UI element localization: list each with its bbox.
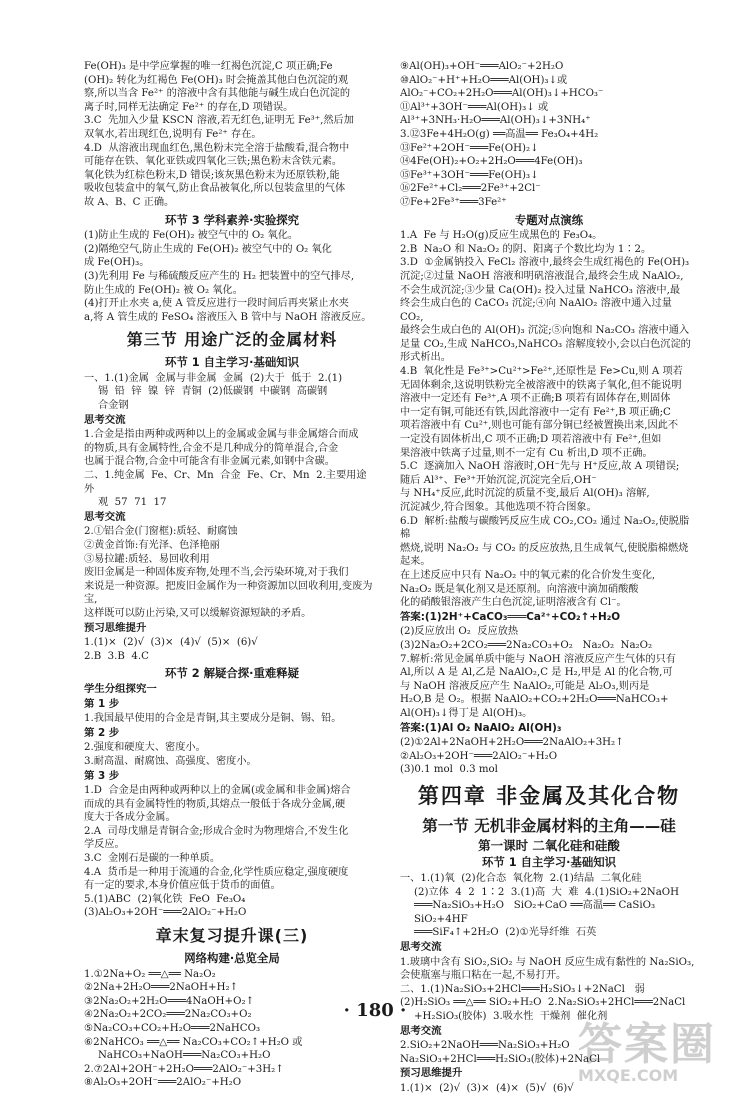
text-line: 沉淀减少,符合图象。其他选项不符合图象。 [400,502,597,513]
text-line: ②2Na+2H₂O═══2NaOH+H₂↑ [84,982,239,994]
text-line: AlO₂⁻+CO₂+2H₂O═══Al(OH)₃↓+HCO₃⁻ [400,88,604,100]
text-line: 2.SiO₂+2NaOH═══Na₂SiO₃+H₂O [400,1040,570,1052]
text-line: 4.D 从溶液出现血红色,黑色粉末完全溶于盐酸看,混合物中 [84,142,350,154]
text-line: ⑧Al₂O₃+2OH⁻═══2AlO₂⁻+H₂O [84,1077,242,1089]
text-line: 与 NH₄⁺反应,此时沉淀的质量不变,最后 Al(OH)₃ 溶解, [400,488,650,500]
text-line: 3.D ①金属钠投入 FeCl₂ 溶液中,最终会生成红褐色的 Fe(OH)₃ [400,257,690,269]
text-line: ⑥2NaHCO₃ ══△══ Na₂CO₃+CO₂↑+H₂O 或 [84,1036,303,1048]
text-line: 果溶液中铁离子过量,则不一定有 Cu 析出,D 项不正确。 [400,447,653,459]
section-title: 章末复习提升课(三) [155,926,309,946]
text-line: 观 57 71 17 [98,497,167,509]
text-line: 溶液中一定还有 Fe³⁺,A 项不正确;B 项若有固体存在,则固体 [400,393,671,405]
text-line: 中一定有铜,可能还有铁,因此溶液中一定有 Fe²⁺,B 项正确;C [400,406,671,418]
text-line: NaHCO₃+NaOH═══Na₂CO₃+H₂O [98,1050,271,1062]
text-line: ⑨Al(OH)₃+OH⁻═══AlO₂⁻+2H₂O [400,61,564,72]
text-line: 4.A 货币是一种用于流通的合金,化学性质应稳定,强度硬度 [84,866,349,878]
text-line: 无固体剩余,这说明铁粉完全被溶液中的铁离子氧化,但不能说明 [400,379,682,391]
text-line: 5.(1)ABC (2)氧化铁 FeO Fe₃O₄ [84,893,246,905]
section-heading: 专题对点演练 [514,212,584,227]
text-line: +H₂SiO₃(胶体) 3.吸水性 干燥剂 催化剂 [414,1011,608,1022]
text-line: 与 NaOH 溶液反应产生 NaAlO₂,可能是 Al₂O₃,则丙是 [400,680,650,692]
text-line: 1.(1)× (2)√ (3)× (4)√ (5)× (6)√ [84,637,258,649]
text-line: ⑪Al³⁺+3OH⁻═══Al(OH)₃↓ 或 [400,101,549,113]
text-line: 双氧水,若出现红色,说明有 Fe²⁺ 存在。 [84,128,262,140]
text-line: Al,所以 A 是 Al,乙是 NaAlO₂,C 是 H₂,甲是 Al 的化合物,可 [400,667,673,679]
text-line: 2.B 3.B 4.C [84,650,149,662]
sub-heading: 第 2 步 [84,726,120,739]
text-line: 燃烧,说明 Na₂O₂ 与 CO₂ 的反应放热,且生成氧气,使脱脂棉燃烧起来。 [400,542,689,568]
text-line: 1.①2Na+O₂ ══△══ Na₂O₂ [84,968,216,980]
section-heading: 网络构建·总览全局 [184,951,280,966]
section-title: 第一节 无机非金属材料的主角——硅 [422,816,676,835]
section-heading: 环节 1 自主学习·基础知识 [481,855,617,870]
text-line: 不会生成沉淀;③少量 Ca(OH)₂ 投入过量 NaHCO₃ 溶液中,最 [400,284,681,296]
text-line: ⑩AlO₂⁻+H⁺+H₂O═══Al(OH)₃↓或 [400,74,568,86]
text-line: 4.B 氧化性是 Fe³⁺>Cu²⁺>Fe²⁺,还原性是 Fe>Cu,则 A 项若 [400,366,683,378]
text-line: 会使瓶塞与瓶口粘在一起,不易打开。 [400,970,567,982]
sub-heading: 答案:(1)Al O₂ NaAlO₂ Al(OH)₃ [400,721,562,734]
lesson-title: 第一课时 二氧化硅和硅酸 [478,837,620,853]
text-line: (3)先利用 Fe 与稀硫酸反应产生的 H₂ 把装置中的空气排尽, [84,270,355,282]
chapter-title: 第四章 非金属及其化合物 [417,783,681,808]
text-line: 这样既可以防止污染,又可以缓解资源短缺的矛盾。 [84,607,312,619]
text-line: ②黄金首饰:有光泽、色泽艳丽 [84,540,220,551]
watermark-logo [578,1008,728,1086]
text-line: 1.合金是指由两种或两种以上的金属或金属与非金属熔合而成 [84,429,359,441]
text-line: 来说是一种资源。把废旧金属作为一种资源加以回收利用,变废为宝, [84,580,373,606]
text-line: 度大于各成分金属。 [84,812,176,824]
text-line: (3)Al₂O₃+2OH⁻═══2AlO₂⁻+H₂O [84,907,247,919]
sub-heading: 预习思维提升 [400,1067,463,1080]
text-line: (3)0.1 mol 0.3 mol [400,764,498,776]
text-line: 项若溶液中有 Cu²⁺,则也可能有部分铜已经被置换出来,因此不 [400,420,679,432]
text-line: 学反应。 [84,839,125,851]
left-column [84,60,380,1090]
text-line: 可能存在铁、氧化亚铁或四氧化三铁;黑色粉末含铁元素。 [84,156,343,168]
text-line: Al³⁺+3NH₃·H₂O═══Al(OH)₃↓+3NH₄⁺ [400,115,591,127]
text-line: 5.C 逐滴加入 NaOH 溶液时,OH⁻先与 H⁺反应,故 A 项错误; [400,461,680,473]
text-line: 1.玻璃中含有 SiO₂,SiO₂ 与 NaOH 反应生成有黏性的 Na₂SiO₃, [400,956,695,968]
text-line: ⑭4Fe(OH)₂+O₂+2H₂O═══4Fe(OH)₃ [400,156,583,168]
sub-heading: 思考交流 [400,941,442,954]
text-line: (1)防止生成的 Fe(OH)₂ 被空气中的 O₂ 氧化。 [84,230,299,242]
text-line: ③易拉罐:质轻、易回收利用 [84,553,210,565]
watermark-main: 答案圈 [578,1019,716,1070]
section-heading: 环节 2 解疑合探·重难释疑 [164,666,300,681]
text-line: ②Al₂O₃+2OH⁻═══2AlO₂⁻+H₂O [400,750,558,762]
text-line: 2.A 司母戊鼎是青铜合金;形成合金时为物理熔合,不发生化 [84,825,349,837]
text-line: 故 A、B、C 正确。 [84,196,175,208]
text-line: 沉淀;②过量 NaOH 溶液和明矾溶液混合,最终会生成 NaAlO₂, [400,270,684,282]
text-line: 成 Fe(OH)₃。 [84,257,150,269]
text-line: ⑮Fe³⁺+3OH⁻═══Fe(OH)₃↓ [400,169,539,181]
text-line: Na₂O₂ 既是氧化剂又是还原剂。向溶液中滴加硝酸酸 [400,583,639,595]
text-line: 离子时,同样无法确定 Fe²⁺ 的存在,D 项错误。 [84,101,294,113]
text-line: Fe(OH)₃ 是中学应掌握的唯一红褐色沉淀,C 项正确;Fe [84,61,333,72]
text-line: (2)隔绝空气,防止生成的 Fe(OH)₂ 被空气中的 O₂ 氧化 [84,243,332,255]
text-line: 合金钢 [98,400,129,412]
text-line: 3.耐高温、耐腐蚀、高强度、密度小。 [84,755,257,767]
text-line: 7.解析:常见金属单质中能与 NaOH 溶液反应产生气体的只有 [400,653,676,665]
text-line: ═══Na₂SiO₃+H₂O SiO₂+CaO ══高温══ CaSiO₃ SiO₂+4HF [414,900,662,925]
text-line: 二、1.(1)Na₂SiO₃+2HCl═══H₂SiO₃↓+2NaCl 弱 [400,983,645,995]
sub-heading: 思考交流 [84,510,126,523]
sub-heading: 学生分组探究一 [84,682,157,695]
text-line: 随后 Al³⁺、Fe³⁺开始沉淀,沉淀完全后,OH⁻ [400,474,597,486]
text-line: 废旧金属是一种固体废弃物,处理不当,会污染环境,对于我们 [84,567,349,579]
text-line: 1.D 合金是由两种或两种以上的金属(或金属和非金属)熔合 [84,785,351,797]
text-line: (3)2Na₂O₂+2CO₂═══2Na₂CO₃+O₂ Na₂O₂ Na₂O₂ [400,639,653,651]
text-line: 也属于混合物,合金中可能含有非金属元素,如钢中含碳。 [84,456,335,468]
section-heading: 环节 3 学科素养·实验探究 [164,212,300,227]
text-line: 有一定的要求,本身价值应低于货币的面值。 [84,880,281,892]
text-line: 二、1.纯金属 Fe、Cr、Mn 合金 Fe、Cr、Mn 2.主要用途 外 [84,470,374,495]
text-line: 在上述反应中只有 Na₂O₂ 中的氧元素的化合价发生变化, [400,569,656,581]
text-line: ⑤Na₂CO₃+CO₂+H₂O═══2NaHCO₃ [84,1023,261,1034]
text-line: 2.①铝合金(门窗框):质轻、耐腐蚀 [84,526,238,538]
text-line: ⑰Fe+2Fe³⁺═══3Fe²⁺ [400,196,507,208]
text-line: 1.我国最早使用的合金是青铜,其主要成分是铜、锡、铅。 [84,713,342,725]
watermark-url: MXQE.COM [578,1066,679,1085]
text-line: Na₂SiO₃+2HCl═══H₂SiO₃(胶体)+2NaCl [400,1053,601,1065]
text-line: 最终会生成白色的 Al(OH)₃ 沉淀;⑤向饱和 Na₂CO₃ 溶液中通入 [400,325,690,337]
text-line: 2.B Na₂O 和 Na₂O₂ 的阴、阳离子个数比均为 1∶2。 [400,243,652,255]
text-line: 1.A Fe 与 H₂O(g)反应生成黑色的 Fe₃O₄。 [400,230,603,242]
text-line: (OH)₂ 转化为红褐色 Fe(OH)₃ 时会掩盖其他白色沉淀的观 [84,74,349,86]
text-line: 终会生成白色的 CaCO₃ 沉淀;④向 NaAlO₂ 溶液中通入过量 CO₂, [400,298,676,323]
text-line: 的物质,具有金属特性,合金不是几种成分的简单混合,合金 [84,442,339,454]
text-line: 一、1.(1)氧 (2)化合态 氧化物 2.(1)结晶 二氧化硅 [400,873,642,885]
page-number: · 180 · [343,1000,407,1021]
sub-heading: 思考交流 [84,413,126,426]
text-line: 3.C 先加入少量 KSCN 溶液,若无红色,证明无 Fe³⁺,然后加 [84,115,354,127]
text-line: H₂O,B 是 O₂。根据 NaAlO₂+CO₂+2H₂O═══NaHCO₃+ [400,694,669,706]
text-line: 锡 铅 锌 镍 锌 青铜 (2)低碳钢 中碳钢 高碳钢 [98,386,328,398]
text-line: (2)反应放出 O₂ 反应放热 [400,626,519,638]
text-line: 一定没有固体析出,C 项不正确;D 项若溶液中有 Fe²⁺,但如 [400,434,662,446]
text-line: Al(OH)₃↓得丁是 Al(OH)₃。 [400,707,533,719]
sub-heading: 第 3 步 [84,769,120,782]
text-line: 防止生成的 Fe(OH)₂ 被 O₂ 氧化。 [84,284,243,296]
sub-heading: 第 1 步 [84,697,120,710]
text-line: ⑬Fe²⁺+2OH⁻═══Fe(OH)₂↓ [400,142,539,154]
text-line: ═══SiF₄↑+2H₂O (2)①光导纤维 石英 [414,927,597,939]
text-line: (2)立体 4 2 1∶2 3.(1)高 大 难 4.(1)SiO₂+2NaOH [414,886,680,898]
text-line: ③2Na₂O₂+2H₂O═══4NaOH+O₂↑ [84,995,255,1007]
text-line: 吸收包装盒中的氧气,防止食品被氧化,所以包装盒里的气体 [84,183,346,195]
sub-heading: 答案:(1)2H⁺+CaCO₃═══Ca²⁺+CO₂↑+H₂O [400,610,621,623]
right-column [400,60,698,1096]
text-line: 而成的具有金属特性的物质,其熔点一般低于各成分金属,硬 [84,798,346,810]
text-line: (2)①2Al+2NaOH+2H₂O═══2NaAlO₂+3H₂↑ [400,737,624,749]
text-line: 察,所以当含 Fe²⁺ 的溶液中含有其他能与碱生成白色沉淀的 [84,88,351,100]
sub-heading: 思考交流 [400,1024,442,1037]
text-line: 足量 CO₂,生成 NaHCO₃,NaHCO₃ 溶解度较小,会以白色沉淀的形式析出。 [400,338,691,364]
text-line: 化的硝酸银溶液产生白色沉淀,证明溶液含有 Cl⁻。 [400,597,627,609]
text-line: 一、1.(1)金属 金属与非金属 金属 (2)大于 低于 2.(1) [84,372,343,384]
text-line: 2.⑦2Al+2OH⁻+2H₂O═══2AlO₂⁻+3H₂↑ [84,1063,284,1075]
text-line: ④2Na₂O₂+2CO₂═══2Na₂CO₃+O₂ [84,1009,252,1021]
section-title: 第三节 用途广泛的金属材料 [126,330,338,350]
text-line: 3.⑫3Fe+4H₂O(g) ══高温══ Fe₃O₄+4H₂ [400,128,599,140]
section-heading: 环节 1 自主学习·基础知识 [164,355,300,370]
text-line: (2)H₂SiO₃ ══△══ SiO₂+H₂O 2.Na₂SiO₃+2HCl═══2NaCl [400,997,686,1009]
sub-heading: 预习思维提升 [84,621,147,634]
text-line: (4)打开止水夹 a,使 A 管反应进行一段时间后再夹紧止水夹 [84,298,349,310]
text-line: 3.C 金刚石是碳的一种单质。 [84,853,221,865]
text-line: ⑯2Fe²⁺+Cl₂═══2Fe³⁺+2Cl⁻ [400,183,541,195]
text-line: 2.强度和硬度大、密度小。 [84,742,206,754]
text-line: 氧化铁为红棕色粉末,D 错误;该灰黑色粉末为还原铁粉,能 [84,169,340,181]
text-line: 1.(1)× (2)√ (3)× (4)× (5)√ (6)√ [400,1082,574,1094]
text-line: a,将 A 管生成的 FeSO₄ 溶液压入 B 管中与 NaOH 溶液反应。 [84,311,372,323]
text-line: 6.D 解析:盐酸与碳酸钙反应生成 CO₂,CO₂ 通过 Na₂O₂,使脱脂棉 [400,515,690,541]
